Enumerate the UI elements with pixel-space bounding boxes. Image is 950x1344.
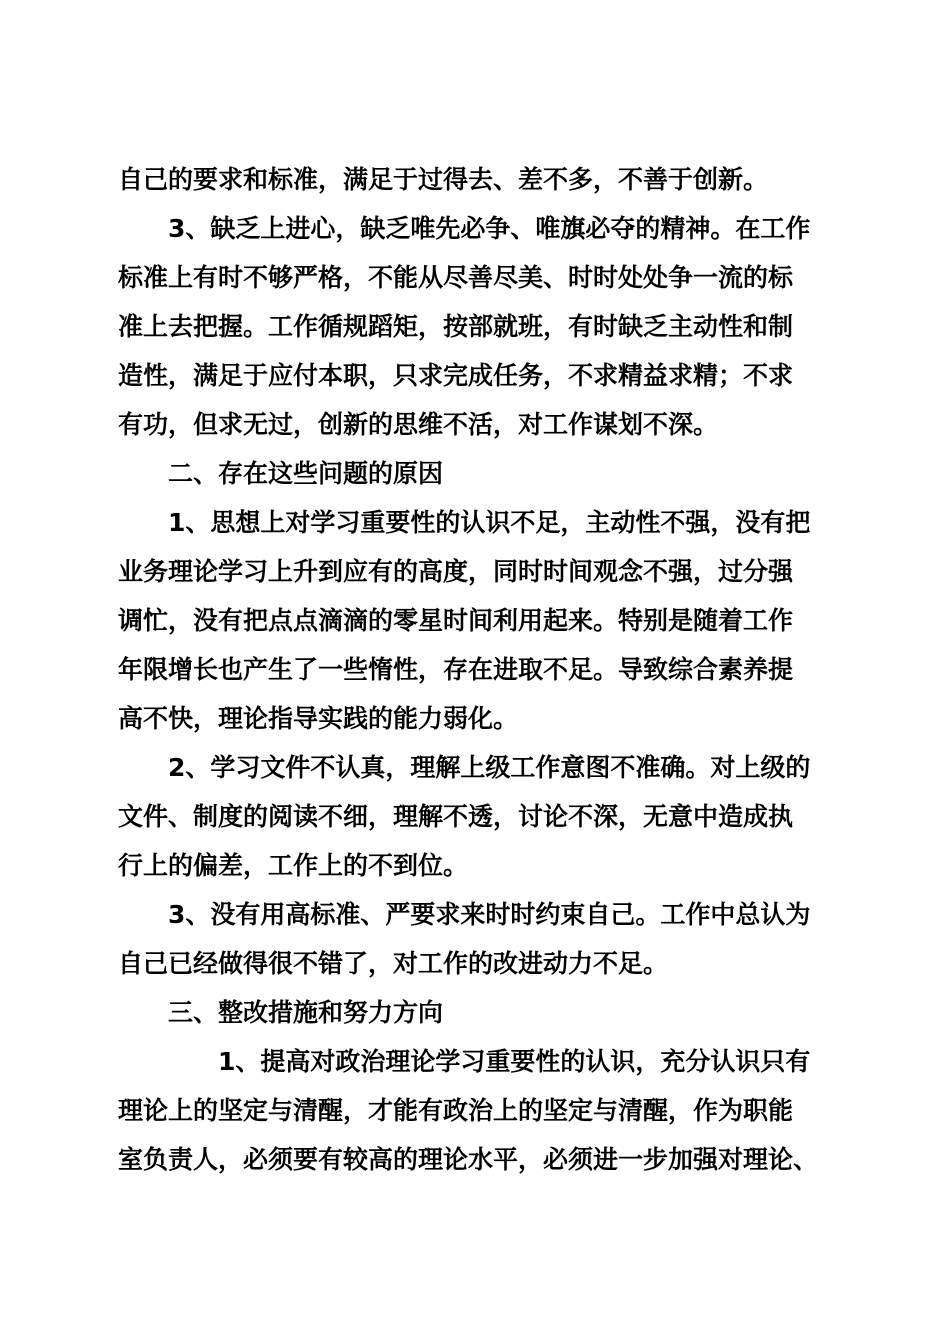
text-line: 准上去把握。工作循规蹈矩，按部就班，有时缺乏主动性和制 [118,312,794,341]
text-line: 1、提高对政治理论学习重要性的认识，充分认识只有 [218,1047,811,1076]
text-line: 行上的偏差，工作上的不到位。 [118,851,469,880]
text-line: 自己的要求和标准，满足于过得去、差不多，不善于创新。 [118,165,769,194]
section-heading: 二、存在这些问题的原因 [168,459,444,488]
section-heading: 三、整改措施和努力方向 [168,998,444,1027]
text-line: 调忙，没有把点点滴滴的零星时间利用起来。特别是随着工作 [118,606,794,635]
text-line: 造性，满足于应付本职，只求完成任务，不求精益求精；不求 [118,361,794,390]
text-line: 3、没有用高标准、严要求来时时约束自己。工作中总认为 [168,900,811,929]
text-line: 年限增长也产生了一些惰性，存在进取不足。导致综合素养提 [118,655,794,684]
text-line: 自己已经做得很不错了，对工作的改进动力不足。 [118,949,669,978]
text-line: 3、缺乏上进心，缺乏唯先必争、唯旗必夺的精神。在工作 [168,214,811,243]
text-line: 2、学习文件不认真，理解上级工作意图不准确。对上级的 [168,753,811,782]
text-line: 理论上的坚定与清醒，才能有政治上的坚定与清醒，作为职能 [118,1096,794,1125]
text-line: 高不快，理论指导实践的能力弱化。 [118,704,519,733]
text-line: 有功，但求无过，创新的思维不活，对工作谋划不深。 [118,410,719,439]
text-line: 业务理论学习上升到应有的高度，同时时间观念不强，过分强 [118,557,794,586]
text-line: 标准上有时不够严格，不能从尽善尽美、时时处处争一流的标 [118,263,794,292]
text-line: 文件、制度的阅读不细，理解不透，讨论不深，无意中造成执 [118,802,794,831]
text-line: 1、思想上对学习重要性的认识不足，主动性不强，没有把 [168,508,811,537]
text-line: 室负责人，必须要有较高的理论水平，必须进一步加强对理论、 [118,1145,819,1174]
